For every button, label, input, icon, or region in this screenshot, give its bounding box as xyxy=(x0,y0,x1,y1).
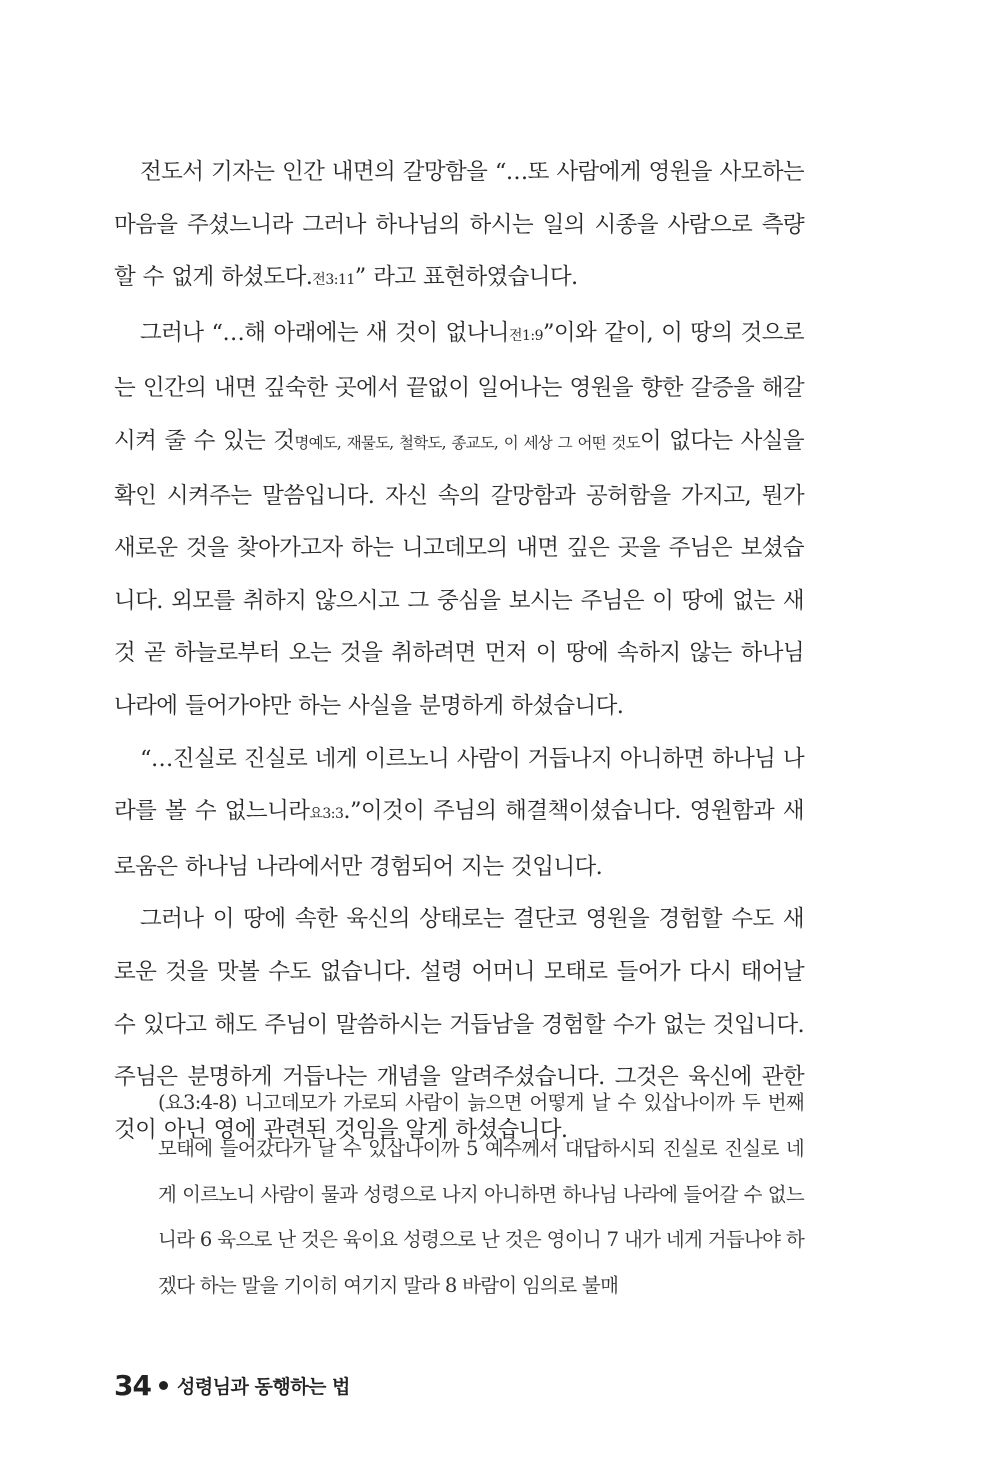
paragraph-2 xyxy=(114,307,804,733)
paragraph-1-end: ” 라고 표현하였습니다. xyxy=(354,264,578,291)
verse-reference: 전1:9 xyxy=(508,327,543,344)
verse-reference: 요3:3 xyxy=(309,806,344,823)
paragraph-3 xyxy=(114,733,804,894)
body-text xyxy=(114,146,804,1156)
page-footer xyxy=(114,1365,350,1405)
paragraph-2-middle: ”이와 같이, 이 땅의 것으로는 인간의 내면 깊숙한 곳에서 끝없이 일어나는 영원을 향한 갈증을 해갈시켜 줄 수 있는 것 xyxy=(114,319,804,454)
bullet-icon xyxy=(159,1381,168,1390)
running-title: 성령님과 동행하는 법 xyxy=(176,1375,350,1398)
paragraph-2-end: 이 없다는 사실을 확인 시켜주는 말씀입니다. 자신 속의 갈망함과 공허함을 가지고, 뭔가 새로운 것을 찾아가고자 하는 니고데모의 내면 깊은 곳을 주님은 보셨습니다. 외모를 취하지 않으시고 그 중심을 보시는 주님은 이 땅에 없는 새것 곧 하늘로부터 오는 것을 취하려면 먼저 이 땅에 속하지 않는 하나님 나라에 들어가야만 하는 사실을 분명하게 하셨습니다. xyxy=(114,427,804,719)
parenthetical-note: 명예도, 재물도, 철학도, 종교도, 이 세상 그 어떤 것도 xyxy=(294,433,640,452)
scripture-quote-block xyxy=(158,1080,804,1309)
paragraph-1-text: 전도서 기자는 인간 내면의 갈망함을 “…또 사람에게 영원을 사모하는 마음을 주셨느니라 그러나 하나님의 하시는 일의 시종을 사람으로 측량할 수 없게 하셨도다. xyxy=(114,159,804,291)
page-number: 34 xyxy=(114,1368,151,1402)
paragraph-3-end: .”이것이 주님의 해결책이셨습니다. 영원함과 새로움은 하나님 나라에서만 경험되어 지는 것입니다. xyxy=(114,798,804,880)
paragraph-1 xyxy=(114,146,804,307)
paragraph-4-text: 그러나 이 땅에 속한 육신의 상태로는 결단코 영원을 경험할 수도 새로운 것을 맛볼 수도 없습니다. 설령 어머니 모태로 들어가 다시 태어날 수 있다고 해도 주님이 말씀하시는 거듭남을 경험할 수가 없는 것입니다. 주님은 분명하게 거듭나는 개념을 알려주셨습니다. 그것은 육신에 관한 것이 아닌 영에 관련된 것임을 알게 하셨습니다. xyxy=(114,906,804,1143)
paragraph-2-text: 그러나 “…해 아래에는 새 것이 없나니 xyxy=(140,319,509,346)
paragraph-3-text: “…진실로 진실로 네게 이르노니 사람이 거듭나지 아니하면 하나님 나라를 볼 수 없느니라 xyxy=(114,745,804,825)
verse-reference: 전3:11 xyxy=(312,272,355,289)
scripture-quote: (요3:4-8) 니고데모가 가로되 사람이 늙으면 어떻게 날 수 있삽나이까 두 번째 모태에 들어갔다가 날 수 있삽나이까 5 예수께서 대답하시되 진실로 진실로 네게 이르노니 사람이 물과 성령으로 나지 아니하면 하나님 나라에 들어갈 수 없느니라 6 육으로 난 것은 육이요 성령으로 난 것은 영이니 7 내가 네게 거듭나야 하겠다 하는 말을 기이히 여기지 말라 8 바람이 임의로 불매 xyxy=(158,1091,804,1298)
